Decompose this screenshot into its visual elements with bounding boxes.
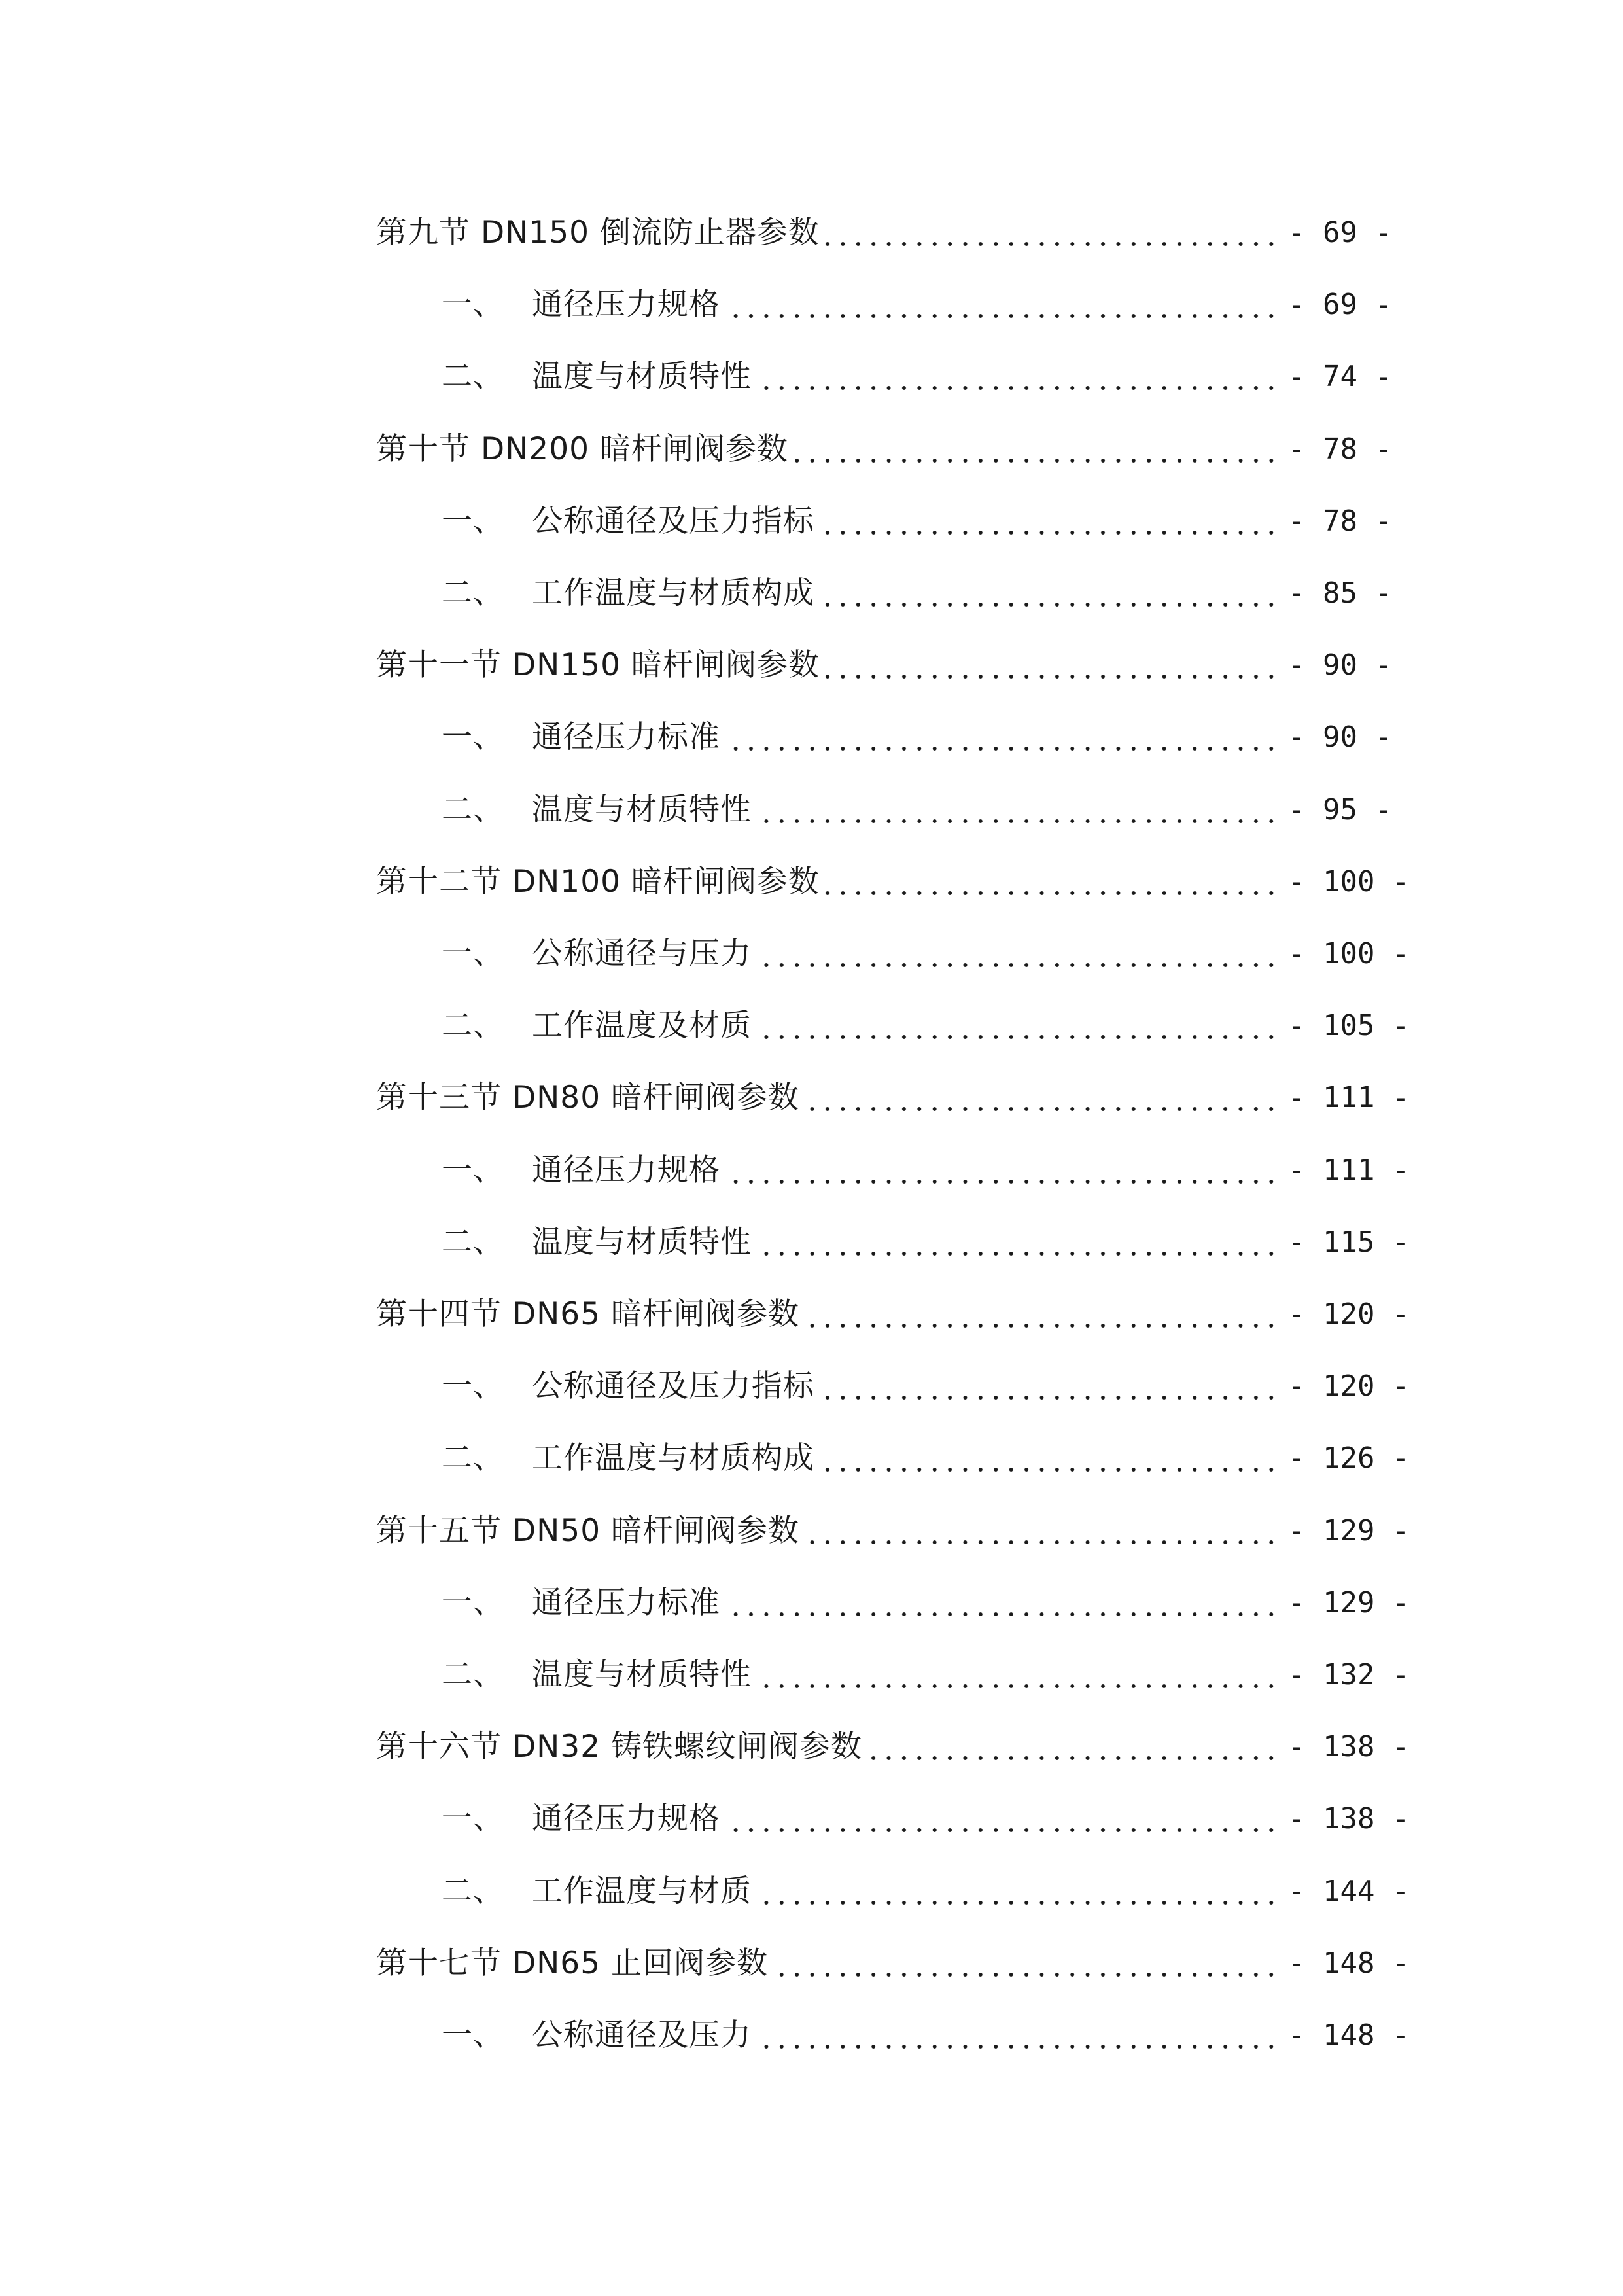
toc-dot-leader: [757, 1649, 1279, 1701]
toc-entry-title: 第十五节 DN50 暗杆闸阀参数: [376, 1512, 800, 1549]
toc-entry-title: 第九节 DN150 倒流防止器参数: [376, 215, 820, 251]
toc-page-number: - 120 -: [1288, 1369, 1410, 1404]
toc-entry-text: [442, 711, 720, 764]
toc-entry-number: 二、: [442, 1440, 504, 1477]
toc-dot-leader: [825, 639, 1279, 692]
toc-entry-title: 公称通径与压力: [532, 936, 752, 972]
toc-subsection-entry[interactable]: [0, 1793, 1623, 1845]
toc-entry-title: 通径压力标准: [532, 1584, 720, 1621]
toc-page-number: - 100 -: [1288, 864, 1410, 898]
toc-page-number: - 85 -: [1288, 576, 1392, 610]
toc-entry-text: [376, 1072, 799, 1124]
toc-entry-text: [376, 1937, 768, 1990]
toc-entry-title: 工作温度与材质构成: [532, 1440, 814, 1477]
toc-entry-text: [442, 928, 752, 980]
toc-section-entry[interactable]: [0, 1288, 1623, 1341]
toc-subsection-entry[interactable]: [0, 1144, 1623, 1197]
toc-page-number: - 148 -: [1288, 2019, 1410, 2052]
toc-entry-number: 一、: [442, 936, 504, 972]
toc-dot-leader: [867, 1721, 1279, 1773]
toc-entry-number: 一、: [442, 1801, 504, 1837]
toc-entry-title: 温度与材质特性: [532, 791, 752, 828]
toc-entry-title: 工作温度与材质: [532, 1873, 752, 1909]
toc-entry-title: 工作温度及材质: [532, 1008, 752, 1044]
toc-entry-title: 第十二节 DN100 暗杆闸阀参数: [376, 863, 820, 900]
toc-page-number: - 69 -: [1288, 216, 1392, 249]
toc-entry-text: [442, 1865, 752, 1918]
toc-entry-text: [442, 1216, 752, 1269]
toc-dot-leader: [820, 567, 1279, 620]
toc-page-number: - 111 -: [1288, 1081, 1410, 1115]
toc-entry-number: 二、: [442, 1657, 504, 1693]
toc-page-number: - 100 -: [1288, 937, 1410, 970]
toc-page-number: - 105 -: [1288, 1009, 1410, 1043]
toc-entry-number: 一、: [442, 1368, 504, 1405]
toc-entry-text: [442, 351, 752, 403]
toc-page-number: - 129 -: [1288, 1513, 1410, 1547]
toc-entry-number: 一、: [442, 1152, 504, 1188]
toc-page-number: - 69 -: [1288, 288, 1392, 322]
toc-entry-title: 公称通径及压力指标: [532, 503, 814, 539]
toc-page-number: - 74 -: [1288, 360, 1392, 394]
toc-dot-leader: [757, 784, 1279, 836]
toc-entry-number: 二、: [442, 575, 504, 611]
toc-section-entry[interactable]: [0, 856, 1623, 908]
toc-entry-title: 温度与材质特性: [532, 1224, 752, 1260]
toc-section-entry[interactable]: [0, 207, 1623, 259]
toc-entry-text: [442, 1577, 720, 1629]
toc-dot-leader: [725, 279, 1279, 331]
toc-entry-title: 第十节 DN200 暗杆闸阀参数: [376, 431, 788, 467]
toc-dot-leader: [725, 711, 1279, 764]
toc-dot-leader: [825, 856, 1279, 908]
toc-entry-text: [376, 207, 820, 259]
toc-entry-text: [376, 1505, 799, 1557]
toc-entry-text: [376, 1721, 862, 1773]
toc-dot-leader: [820, 495, 1279, 548]
toc-entry-title: 第十四节 DN65 暗杆闸阀参数: [376, 1296, 800, 1332]
toc-entry-text: [442, 495, 814, 548]
toc-subsection-entry[interactable]: [0, 711, 1623, 764]
toc-subsection-entry[interactable]: [0, 1432, 1623, 1485]
toc-dot-leader: [757, 1865, 1279, 1918]
toc-page-number: - 90 -: [1288, 648, 1392, 682]
toc-section-entry[interactable]: [0, 423, 1623, 476]
toc-subsection-entry[interactable]: [0, 1000, 1623, 1052]
toc-entry-text: [442, 1360, 814, 1413]
toc-entry-title: 第十六节 DN32 铸铁螺纹闸阀参数: [376, 1729, 863, 1765]
toc-dot-leader: [757, 1216, 1279, 1269]
toc-entry-number: 一、: [442, 287, 504, 323]
toc-entry-title: 温度与材质特性: [532, 359, 752, 395]
toc-page-number: - 138 -: [1288, 1802, 1410, 1836]
toc-entry-text: [442, 2009, 752, 2062]
toc-page-number: - 78 -: [1288, 504, 1392, 538]
toc-subsection-entry[interactable]: [0, 1216, 1623, 1269]
toc-entry-title: 温度与材质特性: [532, 1657, 752, 1693]
toc-section-entry[interactable]: [0, 1072, 1623, 1124]
toc-entry-text: [442, 1144, 720, 1197]
toc-entry-text: [442, 1000, 752, 1052]
toc-entry-text: [376, 1288, 799, 1341]
toc-dot-leader: [757, 351, 1279, 403]
toc-section-entry[interactable]: [0, 1505, 1623, 1557]
toc-page-number: - 148 -: [1288, 1946, 1410, 1980]
toc-page-number: - 138 -: [1288, 1730, 1410, 1764]
toc-entry-number: 二、: [442, 359, 504, 395]
toc-entry-number: 二、: [442, 791, 504, 828]
toc-section-entry[interactable]: [0, 1937, 1623, 1990]
toc-dot-leader: [757, 1000, 1279, 1052]
toc-entry-text: [376, 423, 788, 476]
toc-page-number: - 132 -: [1288, 1658, 1410, 1691]
toc-subsection-entry[interactable]: [0, 1865, 1623, 1918]
toc-entry-text: [442, 1649, 752, 1701]
toc-page-number: - 115 -: [1288, 1225, 1410, 1259]
toc-subsection-entry[interactable]: [0, 2009, 1623, 2062]
toc-entry-title: 工作温度与材质构成: [532, 575, 814, 611]
toc-entry-text: [376, 639, 820, 692]
toc-entry-text: [442, 784, 752, 836]
toc-entry-title: 第十七节 DN65 止回阀参数: [376, 1945, 769, 1981]
toc-entry-number: 二、: [442, 1873, 504, 1909]
toc-entry-title: 公称通径及压力指标: [532, 1368, 814, 1405]
toc-dot-leader: [773, 1937, 1279, 1990]
toc-entry-text: [442, 1432, 814, 1485]
toc-entry-text: [442, 279, 720, 331]
toc-entry-number: 一、: [442, 2017, 504, 2053]
toc-entry-title: 第十三节 DN80 暗杆闸阀参数: [376, 1080, 800, 1116]
toc-subsection-entry[interactable]: [0, 1360, 1623, 1413]
toc-page-number: - 90 -: [1288, 720, 1392, 754]
toc-subsection-entry[interactable]: [0, 928, 1623, 980]
toc-dot-leader: [725, 1577, 1279, 1629]
toc-dot-leader: [820, 1360, 1279, 1413]
toc-entry-text: [442, 1793, 720, 1845]
toc-page-number: - 78 -: [1288, 432, 1392, 466]
toc-dot-leader: [805, 1288, 1279, 1341]
toc-subsection-entry[interactable]: [0, 351, 1623, 403]
toc-entry-number: 二、: [442, 1008, 504, 1044]
toc-page-number: - 129 -: [1288, 1585, 1410, 1619]
toc-section-entry[interactable]: [0, 1721, 1623, 1773]
toc-page-number: - 95 -: [1288, 792, 1392, 826]
toc-dot-leader: [805, 1072, 1279, 1124]
toc-entry-number: 二、: [442, 1224, 504, 1260]
toc-subsection-entry[interactable]: [0, 279, 1623, 331]
toc-dot-leader: [825, 207, 1279, 259]
toc-entry-title: 通径压力规格: [532, 287, 720, 323]
toc-entry-text: [376, 856, 820, 908]
toc-entry-title: 通径压力规格: [532, 1152, 720, 1188]
toc-entry-title: 通径压力规格: [532, 1801, 720, 1837]
toc-dot-leader: [725, 1144, 1279, 1197]
toc-section-entry[interactable]: [0, 639, 1623, 692]
toc-entry-title: 第十一节 DN150 暗杆闸阀参数: [376, 647, 820, 684]
toc-subsection-entry[interactable]: [0, 784, 1623, 836]
toc-entry-number: 一、: [442, 1584, 504, 1621]
toc-page-number: - 111 -: [1288, 1153, 1410, 1187]
toc-dot-leader: [820, 1432, 1279, 1485]
toc-dot-leader: [805, 1505, 1279, 1557]
toc-dot-leader: [757, 2009, 1279, 2062]
toc-dot-leader: [757, 928, 1279, 980]
toc-page-number: - 126 -: [1288, 1441, 1410, 1475]
toc-dot-leader: [794, 423, 1279, 476]
toc-dot-leader: [725, 1793, 1279, 1845]
toc-entry-title: 公称通径及压力: [532, 2017, 752, 2053]
toc-subsection-entry[interactable]: [0, 1649, 1623, 1701]
toc-page-number: - 120 -: [1288, 1298, 1410, 1331]
toc-subsection-entry[interactable]: [0, 495, 1623, 548]
toc-entry-number: 一、: [442, 503, 504, 539]
toc-page-number: - 144 -: [1288, 1874, 1410, 1908]
toc-entry-text: [442, 567, 814, 620]
toc-entry-title: 通径压力标准: [532, 719, 720, 756]
toc-entry-number: 一、: [442, 719, 504, 756]
toc-subsection-entry[interactable]: [0, 1577, 1623, 1629]
toc-subsection-entry[interactable]: [0, 567, 1623, 620]
